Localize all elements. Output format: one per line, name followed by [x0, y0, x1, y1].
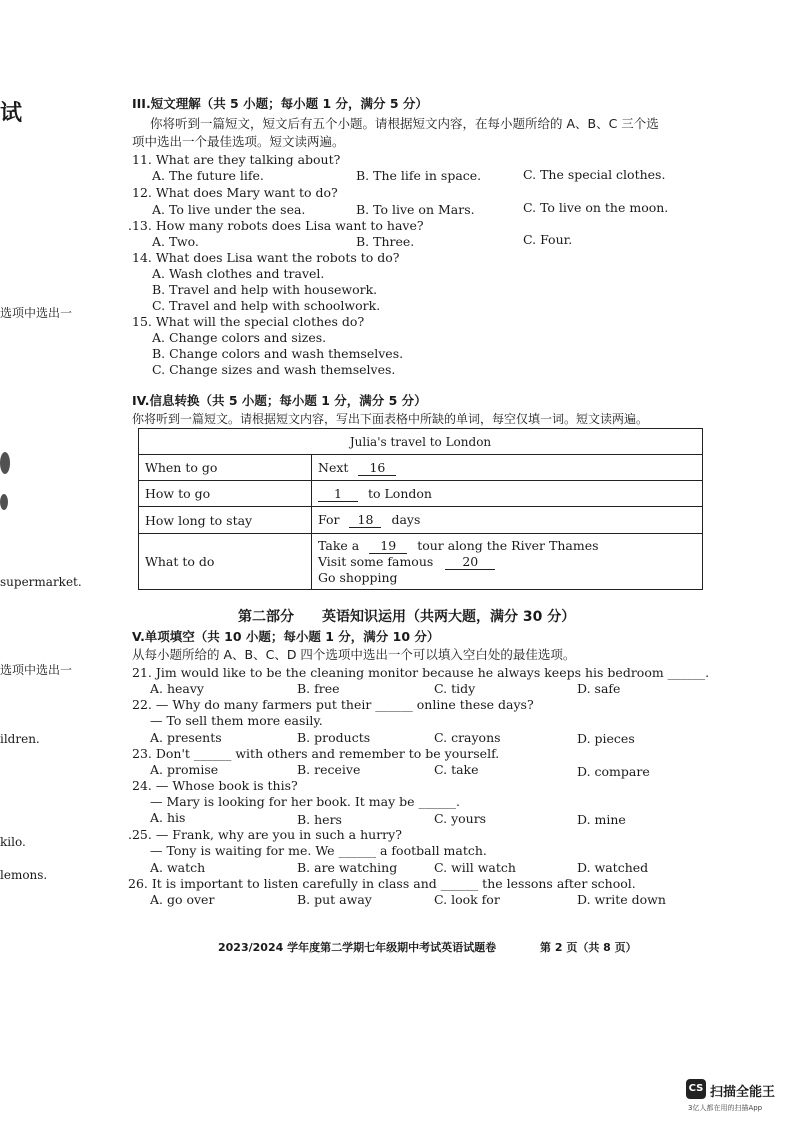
- option-b: B. hers: [297, 812, 342, 827]
- question-26: 26. It is important to listen carefully in class and ______ the lessons after school.: [128, 876, 636, 891]
- option-c: C. will watch: [434, 860, 516, 875]
- cell-text: Visit some famous: [318, 553, 434, 569]
- cell-text: For: [318, 512, 340, 527]
- section-5-instructions: 从每小题所给的 A、B、C、D 四个选项中选出一个可以填入空白处的最佳选项。: [132, 647, 576, 662]
- answer-blank: 20: [445, 555, 495, 570]
- option-c: C. crayons: [434, 730, 501, 745]
- option-b: B. put away: [297, 892, 372, 907]
- table-row: [139, 481, 703, 507]
- row-value: [312, 507, 703, 534]
- row-label: How long to stay: [139, 507, 312, 534]
- part-2-heading: 第二部分 英语知识运用（共两大题，满分 30 分）: [238, 609, 576, 625]
- option-c: C. To live on the moon.: [523, 200, 669, 215]
- question-24: 24. — Whose book is this?: [132, 778, 298, 793]
- option-c: C. Four.: [523, 232, 573, 247]
- question-21: 21. Jim would like to be the cleaning monitor because he always keeps his bedroom ______.: [132, 665, 710, 680]
- option-b: B. The life in space.: [356, 168, 482, 183]
- ink-blot: [0, 452, 10, 474]
- question-24-reply: — Mary is looking for her book. It may be ______.: [150, 794, 460, 809]
- option-a: A. presents: [150, 730, 222, 745]
- option-c: C. yours: [434, 811, 487, 826]
- option-a: A. Wash clothes and travel.: [152, 266, 325, 281]
- row-value: [312, 534, 703, 590]
- cell-text: Next: [318, 459, 349, 475]
- question-14: 14. What does Lisa want the robots to do?: [132, 250, 400, 265]
- cell-text: days: [391, 512, 421, 527]
- option-c: C. Travel and help with schoolwork.: [152, 298, 381, 313]
- section-5-heading: V.单项填空（共 10 小题；每小题 1 分，满分 10 分）: [132, 629, 440, 644]
- margin-fragment: 选项中选出一: [0, 663, 73, 677]
- option-a: A. promise: [150, 762, 219, 777]
- question-12: 12. What does Mary want to do?: [132, 185, 338, 200]
- row-value: [312, 481, 703, 507]
- question-13: .13. How many robots does Lisa want to have?: [128, 218, 424, 233]
- margin-fragment: lemons.: [0, 868, 48, 882]
- margin-fragment: supermarket.: [0, 575, 82, 589]
- question-25: .25. — Frank, why are you in such a hurry?: [128, 827, 402, 842]
- option-b: B. free: [297, 681, 340, 696]
- option-d: D. mine: [577, 812, 626, 827]
- option-a: A. The future life.: [152, 168, 264, 183]
- row-value: [312, 455, 703, 481]
- option-c: C. tidy: [434, 681, 476, 696]
- section-3-heading: III.短文理解（共 5 小题；每小题 1 分，满分 5 分）: [132, 96, 428, 111]
- option-c: C. take: [434, 762, 479, 777]
- option-b: B. Three.: [356, 234, 415, 249]
- section-3-instructions: 项中选出一个最佳选项。短文读两遍。: [132, 134, 345, 149]
- footer-title: 2023/2024 学年度第二学期七年级期中考试英语试题卷: [218, 941, 497, 954]
- table-row: [139, 507, 703, 534]
- option-a: A. To live under the sea.: [152, 202, 306, 217]
- option-c: C. The special clothes.: [523, 167, 666, 182]
- info-table: [138, 428, 703, 590]
- option-d: D. compare: [577, 764, 650, 779]
- option-a: A. his: [150, 810, 186, 825]
- option-c: C. look for: [434, 892, 500, 907]
- cell-text: to London: [367, 485, 432, 501]
- option-a: A. Two.: [152, 234, 199, 249]
- margin-fragment-title: 试: [0, 101, 23, 126]
- row-label: When to go: [139, 455, 312, 481]
- section-4-heading: IV.信息转换（共 5 小题；每小题 1 分，满分 5 分）: [132, 393, 427, 408]
- row-label: What to do: [139, 534, 312, 590]
- question-25-reply: — Tony is waiting for me. We ______ a football match.: [150, 843, 487, 858]
- page-number: 第 2 页（共 8 页）: [540, 941, 637, 954]
- option-b: B. To live on Mars.: [356, 202, 475, 217]
- answer-blank: 16: [358, 461, 396, 476]
- margin-fragment: kilo.: [0, 835, 26, 849]
- question-23: 23. Don't ______ with others and remember to be yourself.: [132, 746, 500, 761]
- option-d: D. safe: [577, 681, 621, 696]
- margin-fragment: 选项中选出一: [0, 306, 73, 320]
- option-a: A. go over: [150, 892, 215, 907]
- question-22: 22. — Why do many farmers put their ______ online these days?: [132, 697, 534, 712]
- option-b: B. Change colors and wash themselves.: [152, 346, 404, 361]
- margin-fragment: ildren.: [0, 732, 40, 746]
- option-b: B. Travel and help with housework.: [152, 282, 378, 297]
- table-row: [139, 455, 703, 481]
- ink-blot: [0, 494, 8, 510]
- option-a: A. watch: [150, 860, 206, 875]
- option-d: D. write down: [577, 892, 666, 907]
- section-4-instructions: 你将听到一篇短文。请根据短文内容，写出下面表格中所缺的单词，每空仅填一词。短文读两遍。: [132, 412, 649, 426]
- cell-text: Take a: [318, 537, 360, 553]
- table-title: Julia's travel to London: [139, 429, 703, 455]
- option-b: B. products: [297, 730, 371, 745]
- answer-blank: 19: [369, 539, 407, 554]
- row-label: How to go: [139, 481, 312, 507]
- question-15: 15. What will the special clothes do?: [132, 314, 365, 329]
- cell-text: tour along the River Thames: [417, 537, 599, 553]
- question-22-reply: — To sell them more easily.: [150, 713, 323, 728]
- option-a: A. Change colors and sizes.: [152, 330, 327, 345]
- scanner-logo-icon: CS: [686, 1079, 706, 1099]
- answer-blank: 18: [349, 513, 381, 528]
- question-11: 11. What are they talking about?: [132, 152, 341, 167]
- option-c: C. Change sizes and wash themselves.: [152, 362, 396, 377]
- table-row: [139, 534, 703, 590]
- scanner-tagline: 3亿人都在用的扫描App: [688, 1104, 763, 1112]
- option-d: D. watched: [577, 860, 649, 875]
- option-b: B. are watching: [297, 860, 398, 875]
- option-a: A. heavy: [150, 681, 204, 696]
- section-3-instructions: 你将听到一篇短文，短文后有五个小题。请根据短文内容，在每小题所给的 A、B、C 三个选: [150, 116, 659, 131]
- answer-blank: 1: [318, 487, 358, 502]
- cell-text: Go shopping: [318, 569, 398, 585]
- option-b: B. receive: [297, 762, 361, 777]
- option-d: D. pieces: [577, 731, 635, 746]
- scanner-app-name: 扫描全能王: [710, 1085, 776, 1100]
